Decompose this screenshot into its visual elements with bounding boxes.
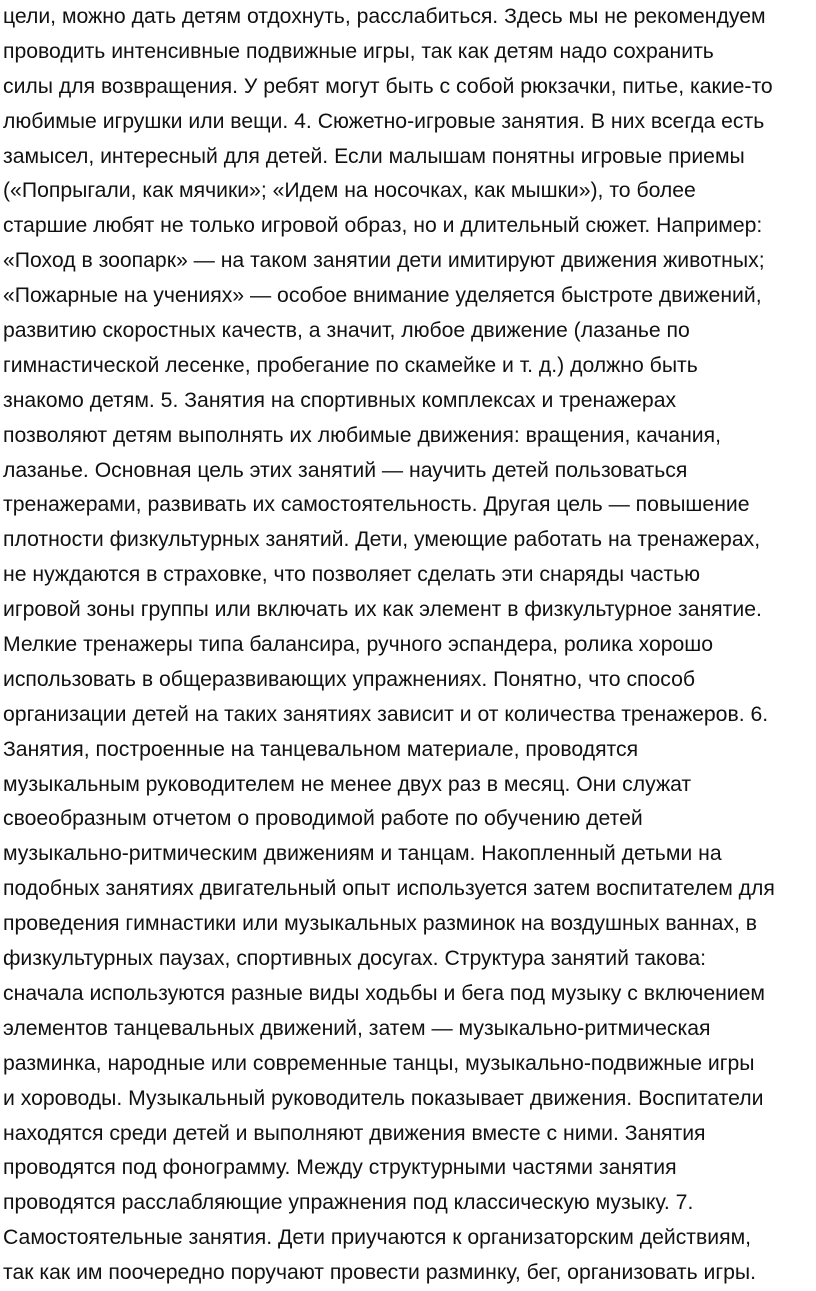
text-line: Занятия, построенные на танцевальном материале, проводятся [3,737,639,761]
text-line: («Попрыгали, как мячики»; «Идем на носочках, как мышки»), то более [3,179,696,203]
text-line: разминка, народные или современные танцы, музыкально-подвижные игры [3,1051,755,1075]
text-line: плотности физкультурных занятий. Дети, умеющие работать на тренажерах, [3,528,761,552]
text-line: физкультурных паузах, спортивных досугах. Структура занятий такова: [3,947,707,971]
text-line: проводятся под фонограмму. Между структурными частями занятия [3,1156,677,1180]
text-line: не нуждаются в страховке, что позволяет сделать эти снаряды частью [3,563,701,587]
text-line: проводить интенсивные подвижные игры, так как детям надо сохранить [3,39,714,63]
text-line: музыкально-ритмическим движениям и танцам. Накопленный детьми на [3,842,722,866]
text-line: любимые игрушки или вещи. 4. Сюжетно-игровые занятия. В них всегда есть [3,109,765,133]
text-line: Самостоятельные занятия. Дети приучаются к организаторским действиям, [3,1226,752,1250]
text-line: знакомо детям. 5. Занятия на спортивных комплексах и тренажерах [3,388,677,412]
text-line: подобных занятиях двигательный опыт используется затем воспитателем для [3,877,775,901]
text-line: гимнастической лесенке, пробегание по скамейке и т. д.) должно быть [3,353,698,377]
text-line: использовать в общеразвивающих упражнениях. Понятно, что способ [3,667,696,691]
text-line: развитию скоростных качеств, а значит, любое движение (лазанье по [3,319,690,343]
text-line: проведения гимнастики или музыкальных разминок на воздушных ваннах, в [3,912,757,936]
text-line: замысел, интересный для детей. Если малышам понятны игровые приемы [3,144,745,168]
text-line: позволяют детям выполнять их любимые движения: вращения, качания, [3,423,721,447]
text-line: музыкальным руководителем не менее двух раз в месяц. Они служат [3,772,692,796]
text-line: проводятся расслабляющие упражнения под классическую музыку. 7. [3,1191,694,1215]
text-line: так как им поочередно поручают провести разминку, бег, организовать игры. [3,1261,757,1285]
text-line: игровой зоны группы или включать их как элемент в физкультурное занятие. [3,598,762,622]
text-line: своеобразным отчетом о проводимой работе по обучению детей [3,807,643,831]
text-line: тренажерами, развивать их самостоятельность. Другая цель — повышение [3,493,750,517]
text-line: Мелкие тренажеры типа балансира, ручного эспандера, ролика хорошо [3,633,714,657]
text-line: старшие любят не только игровой образ, но и длительный сюжет. Например: [3,214,763,238]
text-line: организации детей на таких занятиях зависит и от количества тренажеров. 6. [3,702,769,726]
body-text [3,0,812,1291]
text-line: находятся среди детей и выполняют движения вместе с ними. Занятия [3,1121,706,1145]
text-line: лазанье. Основная цель этих занятий — научить детей пользоваться [3,458,688,482]
text-line: сначала используются разные виды ходьбы и бега под музыку с включением [3,981,765,1005]
text-line: «Поход в зоопарк» — на таком занятии дети имитируют движения животных; [3,249,765,273]
text-line: элементов танцевальных движений, затем — музыкально-ритмическая [3,1016,711,1040]
text-line: цели, можно дать детям отдохнуть, расслабиться. Здесь мы не рекомендуем [3,5,766,28]
text-line: силы для возвращения. У ребят могут быть с собой рюкзачки, питье, какие-то [3,74,773,98]
text-line: «Пожарные на учениях» — особое внимание уделяется быстроте движений, [3,284,762,308]
text-line: и хороводы. Музыкальный руководитель показывает движения. Воспитатели [3,1086,764,1110]
